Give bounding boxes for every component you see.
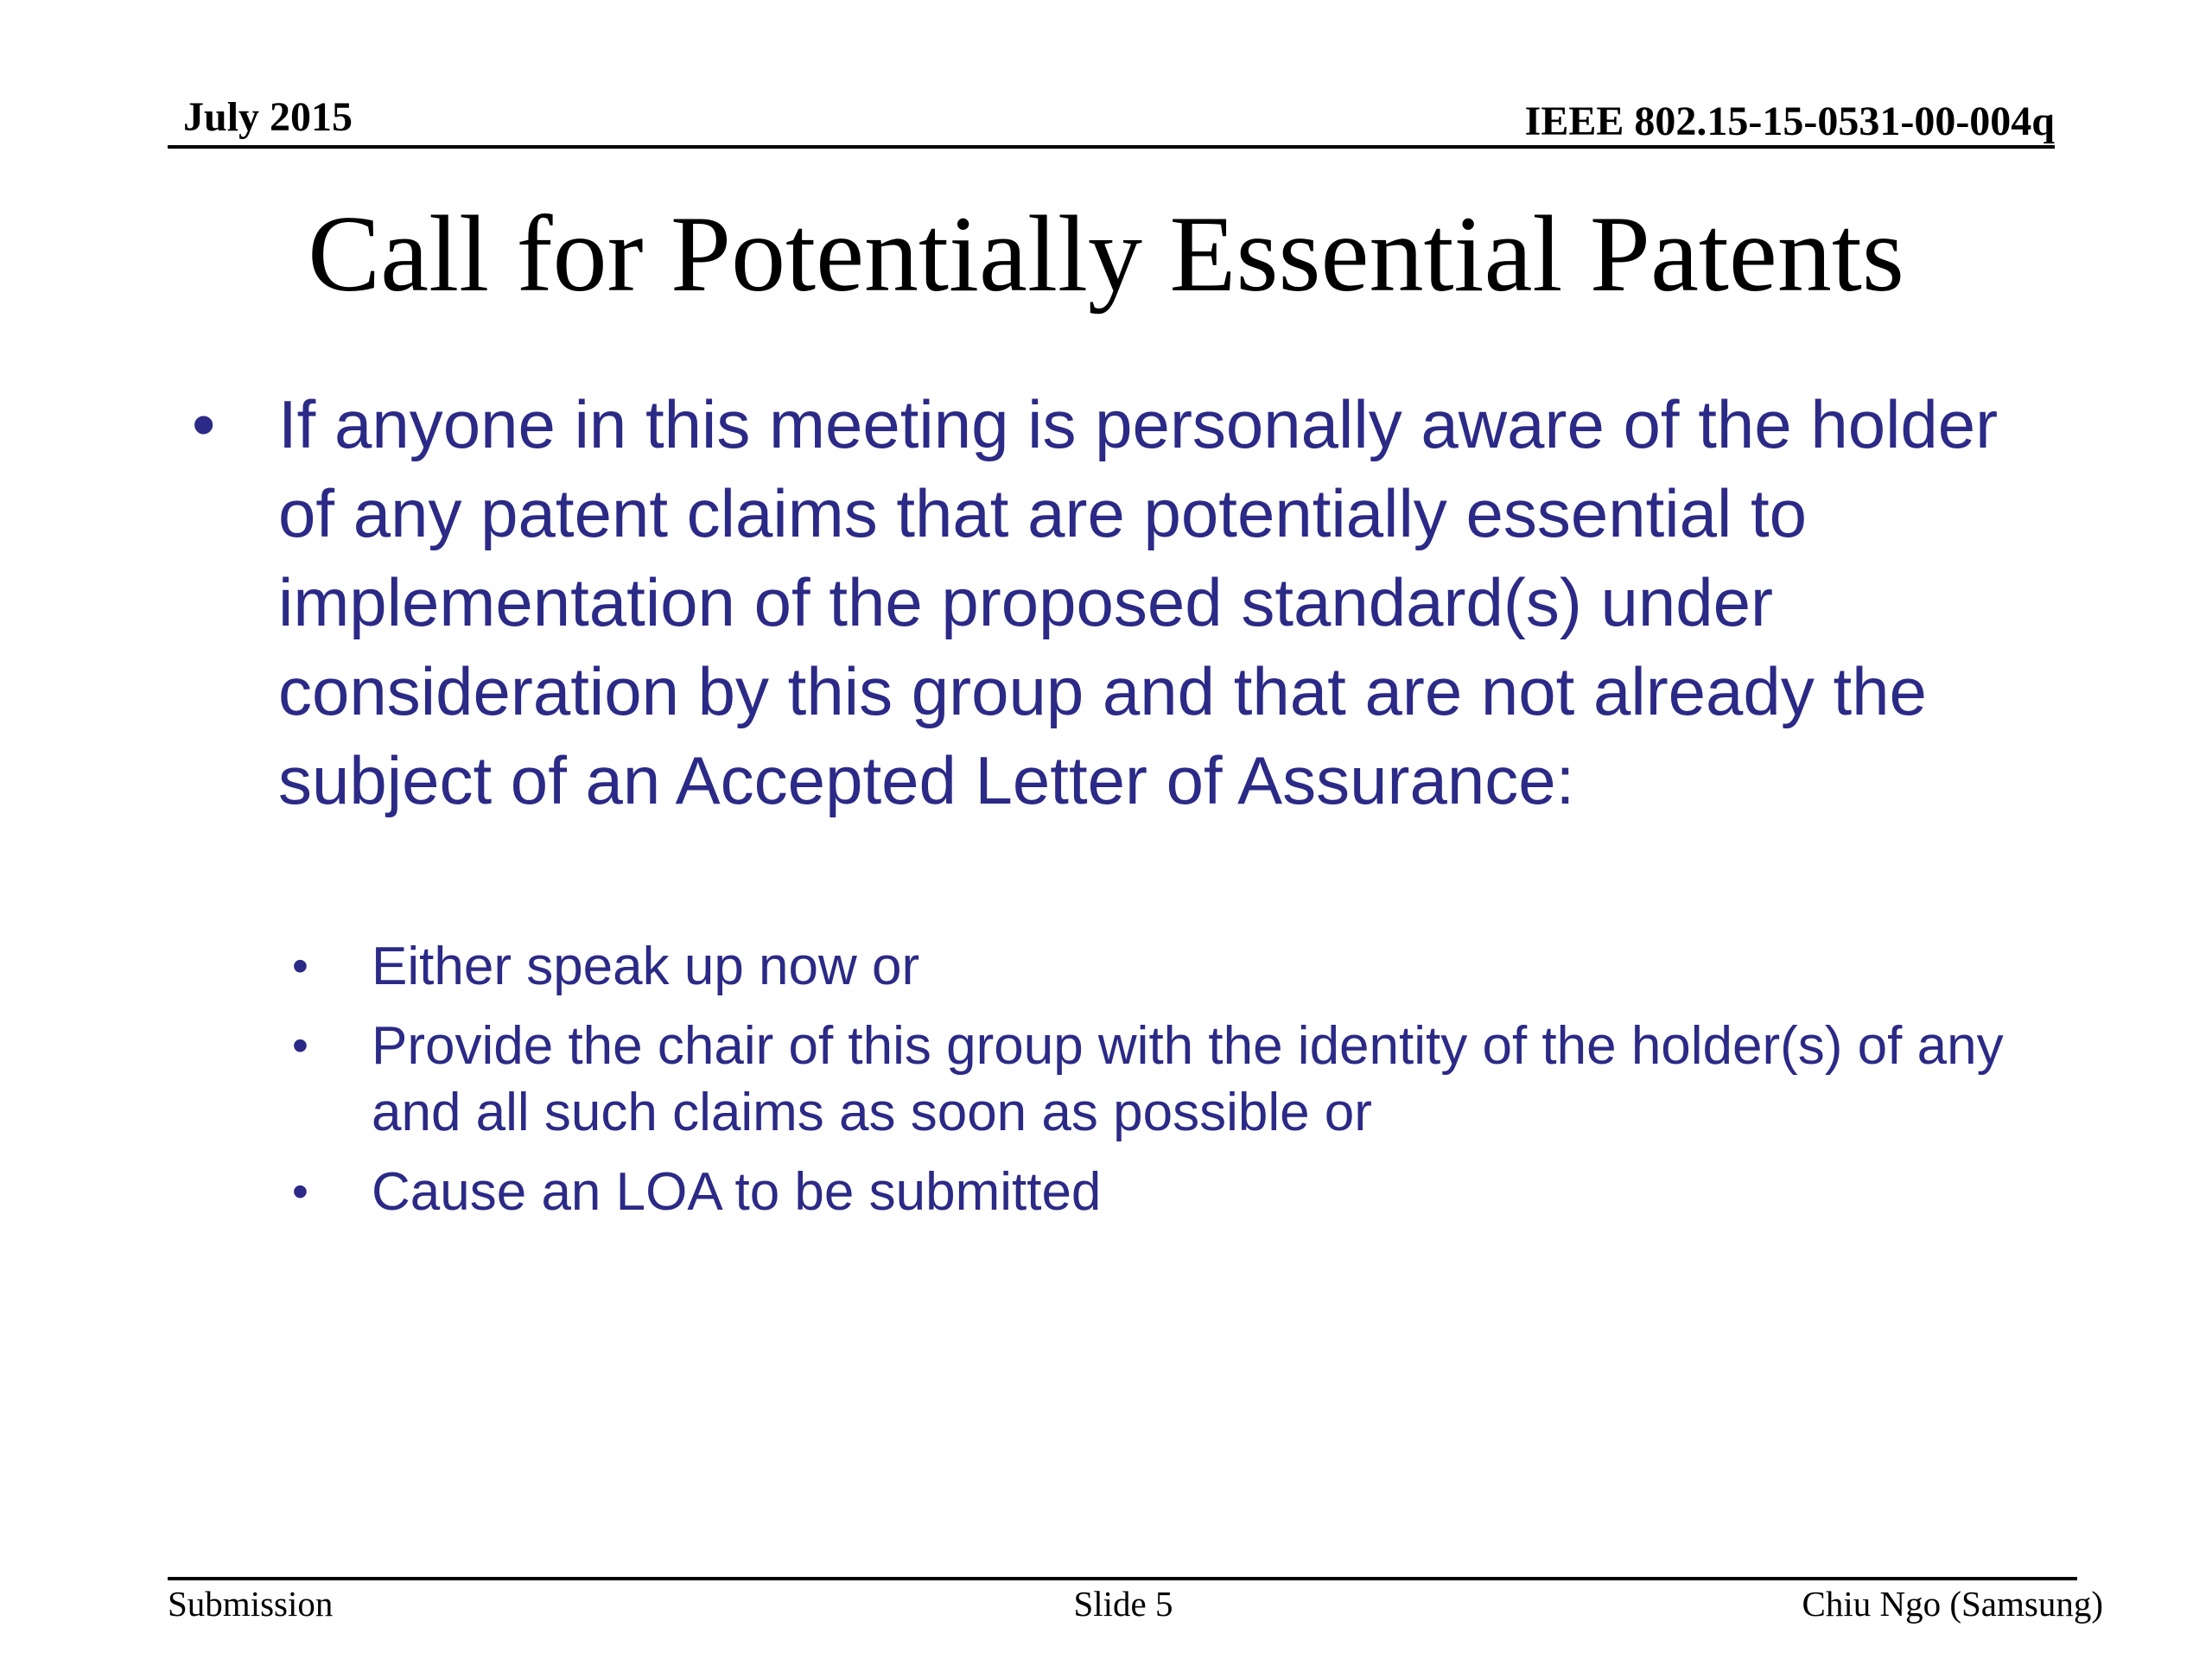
slide-title: Call for Potentially Essential Patents (308, 194, 1904, 315)
main-bullet-text: If anyone in this meeting is personally aware of the holder of any patent claims that are potentially essential to implementation of the proposed standard(s) under consideration by this group and that are not already the subject of an Accepted Letter of Assurance: (278, 386, 1999, 818)
sub-bullet-text: Provide the chair of this group with the identity of the holder(s) of any and all such claims as soon as possible or (372, 1016, 2004, 1142)
list-item (0, 1013, 2212, 1146)
header-divider (168, 145, 2055, 149)
sub-bullet-text: Cause an LOA to be submitted (372, 1162, 1102, 1222)
footer-divider (168, 1577, 2077, 1580)
footer-author: Chiu Ngo (Samsung) (1802, 1584, 2103, 1624)
header-date: July 2015 (183, 94, 353, 140)
sub-bullet-marker: • (292, 1166, 308, 1217)
sub-bullet-text: Either speak up now or (372, 937, 920, 996)
sub-bullet-marker: • (292, 1020, 308, 1071)
header-document-id: IEEE 802.15-15-0531-00-004q (1524, 99, 2055, 144)
main-bullet-marker: • (192, 386, 216, 462)
list-item (0, 933, 2212, 1000)
list-item (0, 1159, 2212, 1225)
sub-bullet-list (0, 933, 2212, 1238)
footer-slide-number: Slide 5 (1073, 1584, 1173, 1624)
sub-bullet-marker: • (292, 940, 308, 992)
footer-submission: Submission (168, 1584, 334, 1624)
